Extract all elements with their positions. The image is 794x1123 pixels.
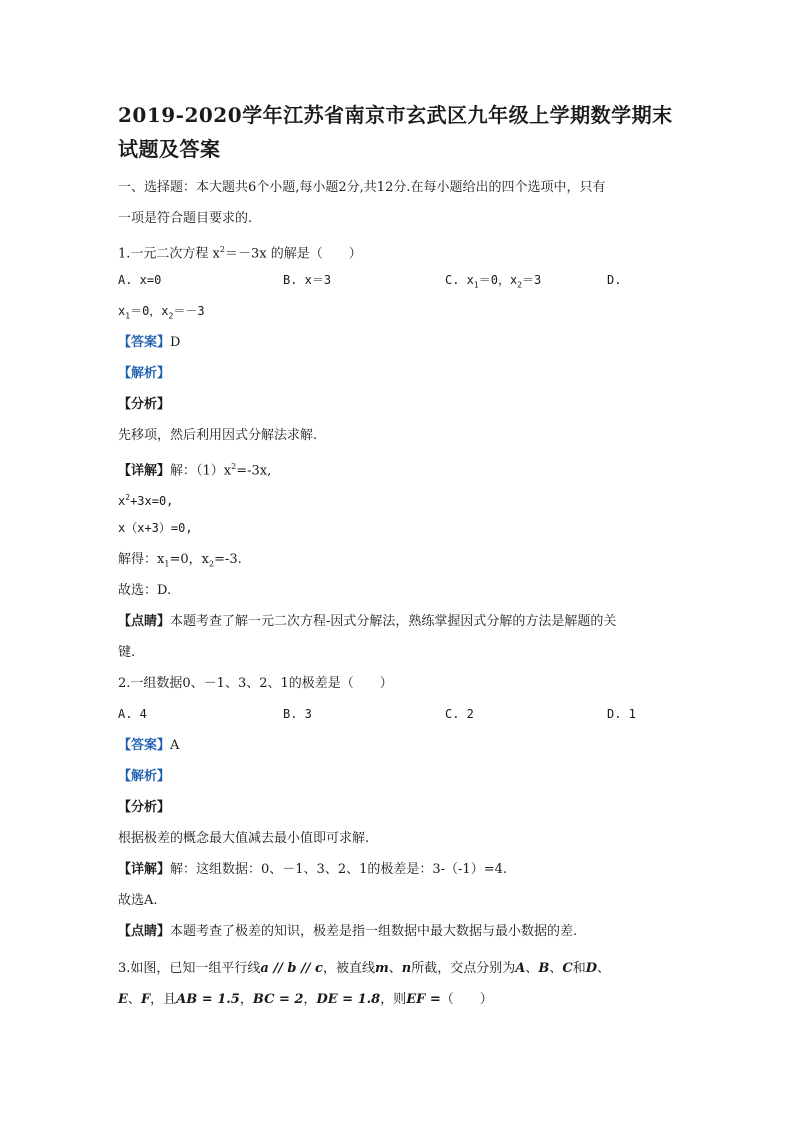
q1-detail-pre: 解：（1）x [170,463,232,479]
q2-answer [118,730,678,761]
q3-parallel-lines: a // b // c [260,961,323,976]
q1-step3-post: =-3. [214,552,242,567]
q1-stem-pre: 1.一元二次方程 x [118,246,220,262]
q1-comment-line2: 键. [118,645,136,660]
q3-stem-line1 [118,953,678,984]
q2-detail-text: 解：这组数据：0、－1、3、2、1的极差是：3-（-1）=4. [170,862,507,877]
q2-answer-tag: 【答案】 [118,738,171,753]
q3-stem-p1: 3.如图，已知一组平行线 [118,961,261,976]
q1-analysis-tag: 【解析】 [118,366,171,381]
q2-comment-tag: 【点睛】 [118,924,171,939]
q1-detail [118,451,678,482]
q1-step3-sub1: 1 [164,559,170,569]
q3-stem-p2: ，被直线 [322,961,375,976]
section-header-line2: 一项是符合题目要求的. [118,211,253,226]
q1-step3-sub2: 2 [208,559,215,569]
q3-ze: ，则 [380,992,407,1007]
q3-comma2: ， [303,992,317,1007]
q1-option-d-sub2: 2 [168,311,174,321]
q3-point-e: E [118,992,128,1007]
q3-stem-line2 [118,984,678,1015]
q1-step2: x（x+3）=0, [118,521,193,535]
q1-option-c-post: ＝3 [522,273,542,287]
q2-comment [118,916,678,947]
q1-option-c-sub2: 2 [517,280,523,290]
q2-detail [118,854,678,885]
q1-option-c [445,265,607,296]
q1-detail-sup: 2 [231,462,237,471]
section-header-line1: 一、选择题：本大题共6个小题,每小题2分,共12分.在每小题给出的四个选项中，只有 [118,180,606,195]
q3-he: 和 [572,961,586,976]
q2-option-a: A. 4 [118,707,147,721]
q2-detail-tag: 【详解】 [118,862,171,877]
q1-option-a: A. x=0 [118,273,162,287]
q3-bc-value: BC = 2 [252,992,304,1007]
q2-comment-text: 本题考查了极差的知识，极差是指一组数据中最大数据与最小数据的差. [170,924,578,939]
q3-sep3: 、 [596,961,610,976]
q2-answer-value: A [170,738,180,753]
q3-ef-label: EF = [406,992,441,1007]
q1-step1 [118,482,678,513]
q1-option-d-sub1: 1 [125,311,131,321]
q3-comma1: ， [239,992,253,1007]
q3-line-m: m [374,961,389,976]
q1-option-c-sub1: 1 [473,280,479,290]
q1-fenxi: 先移项，然后利用因式分解法求解. [118,428,318,443]
q1-fenxi-header [118,389,678,420]
q1-option-d-continued [118,296,678,327]
q3-point-b: B [538,961,550,976]
q1-detail-tag: 【详解】 [118,463,171,479]
q3-point-d: D [585,961,597,976]
q1-analysis [118,358,678,389]
q3-stem-p3: 、 [388,961,402,976]
q2-option-c: C. 2 [445,707,474,721]
q2-option-b: B. 3 [283,707,312,721]
q1-stem [118,234,678,265]
q2-fenxi-tag: 【分析】 [118,800,171,815]
q1-step1-sup: 2 [125,493,131,502]
q3-line-n: n [401,961,412,976]
q1-detail-post: =-3x, [236,463,272,479]
q3-ab-value: AB = 1.5 [176,992,240,1007]
q3-de-value: DE = 1.8 [316,992,381,1007]
q1-option-b: B. x＝3 [283,273,332,287]
q2-analysis-tag: 【解析】 [118,769,171,784]
q1-answer-value: D [170,335,181,350]
q1-options [118,265,678,296]
q1-step1-post: +3x=0, [130,494,174,508]
q1-option-d-pre: x [118,304,126,318]
q2-fenxi: 根据极差的概念最大值减去最小值即可求解. [118,831,370,846]
q3-sep2: 、 [549,961,563,976]
q1-fenxi-tag: 【分析】 [118,397,171,412]
q1-answer-tag: 【答案】 [118,335,171,350]
q2-stem: 2.一组数据0、－1、3、2、1的极差是（ ） [118,676,393,691]
q1-option-c-pre: C. x [445,273,474,287]
q1-step3 [118,544,678,575]
document-page [118,98,678,1015]
q1-stem-post: ＝－3x 的解是（ ） [224,246,362,262]
q1-comment-text: 本题考查了解一元二次方程-因式分解法，熟练掌握因式分解的方法是解题的关 [170,614,617,629]
q3-stem-p4: 所截，交点分别为 [411,961,516,976]
q1-step3-mid: =0，x [169,552,209,567]
q3-point-f: F [140,992,151,1007]
q1-stem-sup: 2 [219,245,225,254]
q3-qie: ，且 [150,992,177,1007]
q3-sep4: 、 [127,992,141,1007]
q2-options [118,699,678,730]
q3-point-a: A [515,961,526,976]
document-title-line2: 试题及答案 [118,137,221,161]
q1-option-c-mid: ＝0，x [478,273,518,287]
q2-option-d: D. 1 [607,707,636,721]
q1-choose: 故选：D. [118,583,172,598]
q1-comment-line1 [118,606,678,637]
q1-option-d: D. [607,273,622,287]
q2-choose: 故选A. [118,893,158,908]
q1-comment-tag: 【点睛】 [118,614,171,629]
q1-step1-pre: x [118,494,126,508]
q3-sep1: 、 [525,961,539,976]
q1-option-d-mid: ＝0，x [130,304,169,318]
q1-option-d-post: ＝－3 [173,304,205,318]
document-title-line1: 2019-2020学年江苏省南京市玄武区九年级上学期数学期末 [118,103,673,127]
q1-answer [118,327,678,358]
q2-fenxi-header [118,792,678,823]
q3-answer-paren: （ ） [440,992,493,1007]
q2-analysis [118,761,678,792]
q3-point-c: C [562,961,573,976]
q1-step3-pre: 解得：x [118,552,165,567]
